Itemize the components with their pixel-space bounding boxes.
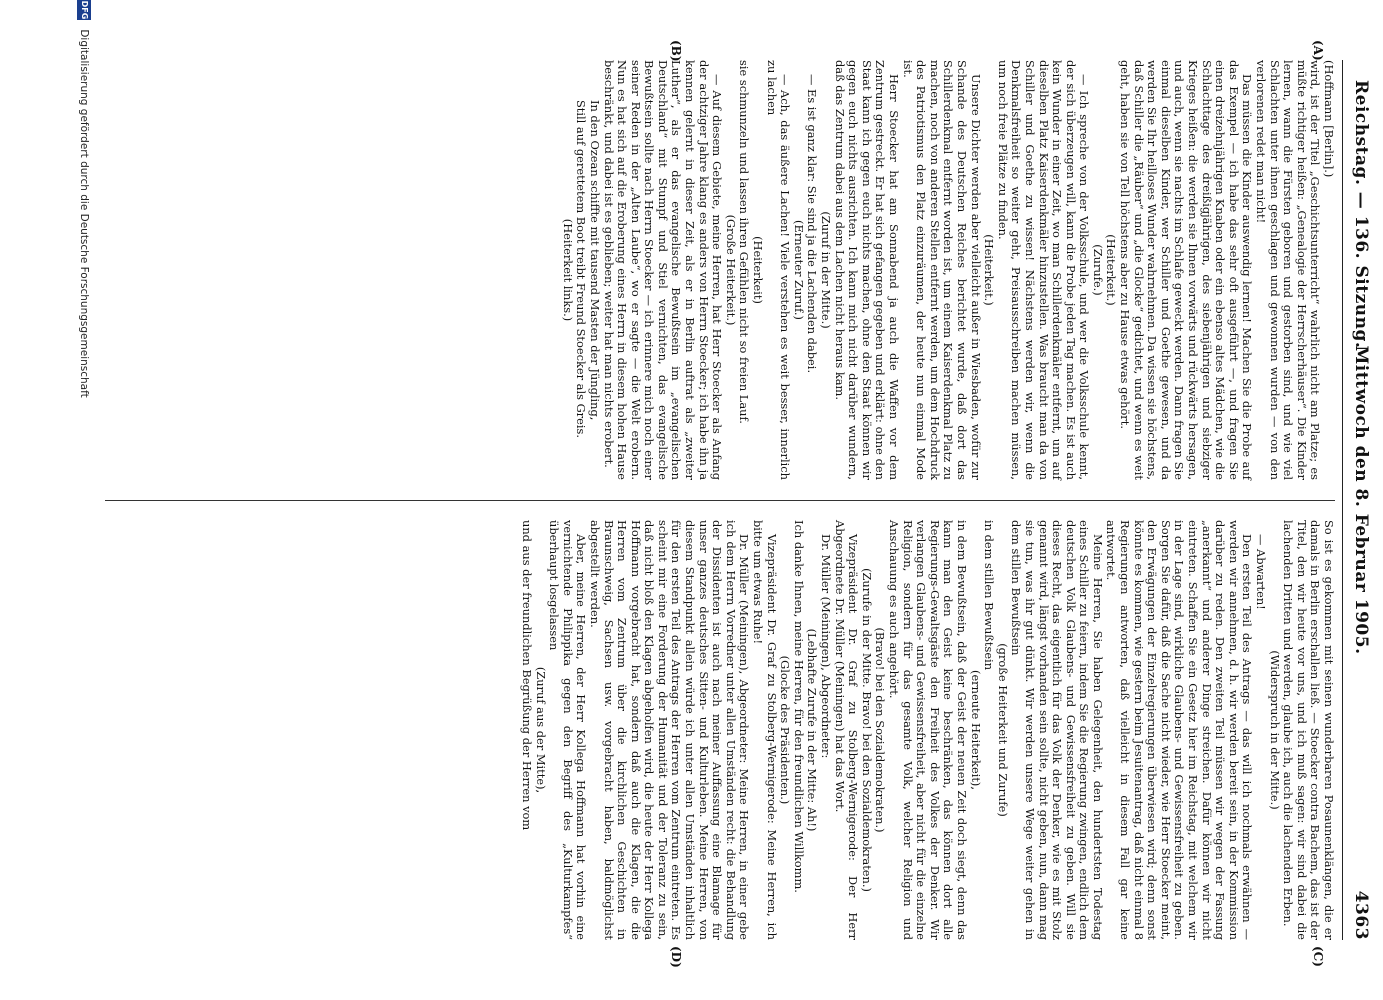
paragraph: Herr Stoecker hat am Sonnabend ja auch die Waffen vor dem Zentrum gestreckt. Er hat sich gefangen gegeben und erklärt: ohne den Staat kann ich gegen euch nichts machen, ohne den Staat können wir gegen euch nichts ausrichten. Ich kann mich nicht darüber wundern, daß das Zentrum dabei aus dem Lachen nicht heraus kam.: [832, 60, 901, 480]
paragraph: Meine Herren, Sie haben Gelegenheit, den hundertsten Todestag eines Schiller zu feiern, indem Sie die Regierung zwingen, endlich dem deutschen Volk Glaubens- und Gewissensfreiheit zu geben. Will sie dieses Recht, das eigentlich für das Volk der Denker, wie es mit Stolz genannt wird, längst vorhanden sein sollte, nicht geben, nun, dann mag sie tun, was ihr gut dünkt. Wir werden unsere Wege weiter gehen in dem stillen Bewußtsein: [1009, 520, 1105, 940]
interjection: (Widerspruch in der Mitte.): [1267, 650, 1282, 810]
paragraph: — Ich spreche von der Volksschule, und wer die Volksschule kennt, der sich überzeugen will, kann die Probe jeden Tag machen. Es ist auch kein Wunder in einer Zeit, wo man Schillerdenkmäler entfernt, um auf dieselben Platz Kaiserdenkmäler hinzustellen. Was braucht man da von Schiller und Goethe zu wissen! Nächstens werden wir, wenn die Denkmalsfreiheit so weiter geht, Preisausschreiben machen müssen, um noch freie Plätze zu finden.: [995, 60, 1092, 480]
paragraph: Dr. Müller (Meiningen), Abgeordneter: Meine Herren, in einer gebe ich dem Herrn Vorredner unter allen Umständen recht: die Behandlung der Dissidenten ist auch nach meiner Auffassung eine Blamage für unser ganzes deutsches Sitten- und Kulturleben. Meine Herren, von diesem Standpunkt allein würde ich unter allen Umständen inhaltlich für den ersten Teil des Antrags der Herren vom Zentrum eintreten. Es scheint mir eine Forderung der Humanität und der Toleranz zu sein, daß nicht bloß den Klagen abgeholfen wird, die heute der Herr Kollega Hoffmann vorgebracht hat, sondern daß auch die Klagen, die die Herren vom Zentrum über die kirchlichen Geschichten in Braunschweig, Sachsen usw. vorgebracht haben, baldmöglichst abgestellt werden.: [587, 520, 752, 940]
interjection: (Zurufe in der Mitte. Bravo! bei den Sozialdemokraten.): [859, 568, 874, 892]
left-column: [560, 60, 1335, 480]
paragraph: Unsere Dichter werden aber vielleicht außer in Wiesbaden, wofür zur Schande des Deutschen Reiches berichtet wurde, daß dort das Schillerdenkmal entfernt worden ist, um einem Kaiserdenkmal Platz zu machen, noch von anderen Stellen entfernt werden, um dem Hochdruck des Patriotismus den Platz einzuräumen, der heute nun einmal Mode ist.: [900, 60, 983, 480]
paragraph: in dem Bewußtsein, daß der Geist der neuen Zeit doch siegt, denn das kann man den Geist keine beschränken, das können dort alle Regierungs-Gewaltsgäste den Freiheit des Volkes der Denker. Wir verlangen Glaubens- und Gewissensfreiheit, aber nicht für die einzelne Religion, sondern für das gesamte Volk, welcher Religion und Anschauung es auch angehört.: [887, 520, 969, 940]
funding-footer: [67, 0, 91, 1000]
interjection: (Zurufe.): [1090, 244, 1105, 296]
interjection: (Bravo! bei den Sozialdemokraten.): [873, 627, 888, 833]
interjection: (Große Heiterkeit.): [723, 214, 738, 326]
paragraph: — Abwarten!: [1254, 534, 1269, 610]
dfg-logo: DFG: [77, 0, 91, 20]
interjection: (Zuruf aus der Mitte),: [533, 666, 548, 794]
paragraph: Vizepräsident Dr. Graf zu Stolberg-Wernigerode: Meine Herren, ich bitte um etwas Ruhe!: [751, 520, 779, 940]
speaker-line: Dr. Müller (Meiningen), Abgeordneter:: [819, 534, 834, 759]
header-rule: [1342, 60, 1343, 940]
paragraph: Den ersten Teil des Antrags — das will ich nochmals erwähnen — werden wir annehmen, d. h. wir werden bereit sein, in der Kommission darüber zu reden. Den zweiten Teil müssen wir wegen der Fassung „anerkannt“ und anderer Dinge streichen. Dafür können wir nicht eintreten. Schaffen Sie ein Gesetz hier im Reichstag, mit welchem wir in der Lage sind, wirkliche Glaubens- und Gewissensfreiheit zu geben. Sorgen Sie dafür, daß die Sache nicht wieder, wie Herr Stoecker meint, den Erwägungen der Einzelregierungen überwiesen wird; denn sonst könnte es kommen, wie gestern beim Jesuitenantrag, daß nicht einmal 8 Regierungen antworten, daß vielleicht in diesem Fall gar keine antwortet.: [1104, 520, 1255, 940]
paragraph: Ich danke Ihnen, meine Herren, für den freundlichen Willkomm.: [791, 520, 806, 893]
rotated-page: [63, 0, 1383, 1000]
page-header: [1345, 60, 1375, 940]
interjection: (Lebhafte Zurufe in der Mitte: Ah!): [805, 628, 820, 832]
verse-line: In den Ozean schiffte mit tausend Masten der Jüngling,: [587, 100, 602, 421]
margin-marker-a: (A): [1311, 40, 1325, 61]
interjection: (Heiterkeit.): [1104, 234, 1119, 306]
paragraph: in dem stillen Bewußtsein: [982, 520, 997, 671]
interjection: (Heiterkeit): [751, 236, 766, 304]
paragraph: wird, ist der Titel „Geschichtsunterricht“ wahrlich nicht am Platze; es müßte richtiger heißen: „Genealogie der Herrscherhäuser“. Die Kinder lernen, wann die Fürsten geboren und gestorben sind, und wie viel Schlachten unter ihnen geschlagen und gewonnen wurden — von den verlorenen redet man nicht!: [1254, 60, 1323, 480]
paragraph: sie schmunzeln und lassen ihren Gefühlen nicht so freien Lauf.: [737, 60, 752, 424]
paragraph: Das müssen die Kinder auswendig lernen! Machen Sie die Probe auf das Exempel — ich habe das sehr oft ausgeführt —, und fragen Sie einen dreizehnjährigen Knaben oder ein ebenso altes Mädchen, wie die Schlachttage des dreißigjährigen, des siebenjährigen und siebziger Krieges heißen: die werden sie Ihnen vorwärts und rückwärts hersagen, und auch, wenn sie nachts im Schlafe geweckt werden. Dann fragen Sie einmal dieselben Kinder, wer Schiller und Goethe gewesen, und da werden Sie Ihr heilloses Wunder wahrnehmen. Da wissen sie höchstens, daß Schiller die „Räuber“ und „die Glocke“ gedichtet, und wenn es weit geht, haben sie von Tell höchstens aber zu Hause etwas gehört.: [1118, 60, 1255, 480]
margin-marker-c: (C): [1311, 946, 1325, 967]
margin-marker-b: (B): [669, 40, 683, 62]
paragraph: Aber, meine Herren, der Herr Kollega Hoffmann hat vorhin eine vernichtende Philippika gegen den Begriff des „Kulturkampfes“ überhaupt losgelassen: [547, 520, 589, 940]
paragraph: So ist es gekommen mit seinen wunderbaren Posaunenklängen, die er damals in Berlin erschallen ließ. — Stoecker contra Bachem, das ist der Titel, den wir heute vor uns, und ich muß sagen: wir sind dabei die lachenden Dritten und werden, glaube ich, auch die lachenden Erben.: [1281, 520, 1336, 940]
interjection: (Zuruf in der Mitte.): [819, 211, 834, 329]
interjection: (Heiterkeit.): [982, 234, 997, 306]
interjection: (große Heiterkeit und Zurufe): [995, 643, 1010, 817]
funding-note: Digitalisierung gefördert durch die Deutsche Forschungsgemeinschaft: [78, 29, 90, 398]
paragraph: — Ach, das äußere Lachen! Viele verstehen es weit besser, innerlich zu lachen: [764, 60, 793, 480]
header-center: Mittwoch den 8. Februar 1905.: [1351, 345, 1371, 655]
interjection: (Erneuter Zuruf.): [791, 220, 806, 320]
interjection: (Heiterkeit links.): [560, 218, 575, 322]
margin-marker-d: (D): [669, 946, 683, 968]
speaker-note: (Hoffmann [Berlin].): [1322, 60, 1336, 178]
verse-line: Still auf gerettetem Boot treibt Freund Stoecker als Greis.: [574, 100, 589, 438]
paragraph: — Es ist ganz klar: Sie sind ja die Lachenden dabei.: [805, 74, 820, 374]
interjection: (erneute Heiterkeit),: [968, 670, 983, 790]
right-column: [519, 520, 1335, 940]
header-left: Reichstag. — 136. Sitzung.: [1351, 80, 1371, 349]
page-number: 4363: [1351, 890, 1371, 940]
column-divider: [105, 500, 1335, 501]
paragraph: und aus der freundlichen Begrüßung der Herren vom: [519, 520, 534, 831]
paragraph: Vizepräsident Dr. Graf zu Stolberg-Wernigerode: Der Herr Abgeordnete Dr. Müller (Meiningen) hat das Wort.: [832, 520, 861, 940]
paragraph: — Auf diesem Gebiete, meine Herren, hat Herr Stoecker als Anfang der achtziger Jahre klang es anders von Herrn Stoecker; ich habe ihn ja kennen gelernt in dieser Zeit, als er in Berlin auftrat als „zweiter Luther“, als er das evangelische Bewußtsein im „evangelischen Deutschland“ mit Stumpf und Stiel vernichten, das evangelische Bewußtsein sollte nach Herrn Stoecker — ich erinnere mich noch einer seiner Reden in der „Alten Laube“, wo er sagte — die Welt erobern. Nun es hat sich auf die Eroberung eines Herrn in diesem hohen Hause beschränkt, und dabei ist es geblieben; weiter hat man nichts erobert.: [601, 60, 725, 480]
interjection: (Glocke des Präsidenten.): [778, 655, 793, 805]
